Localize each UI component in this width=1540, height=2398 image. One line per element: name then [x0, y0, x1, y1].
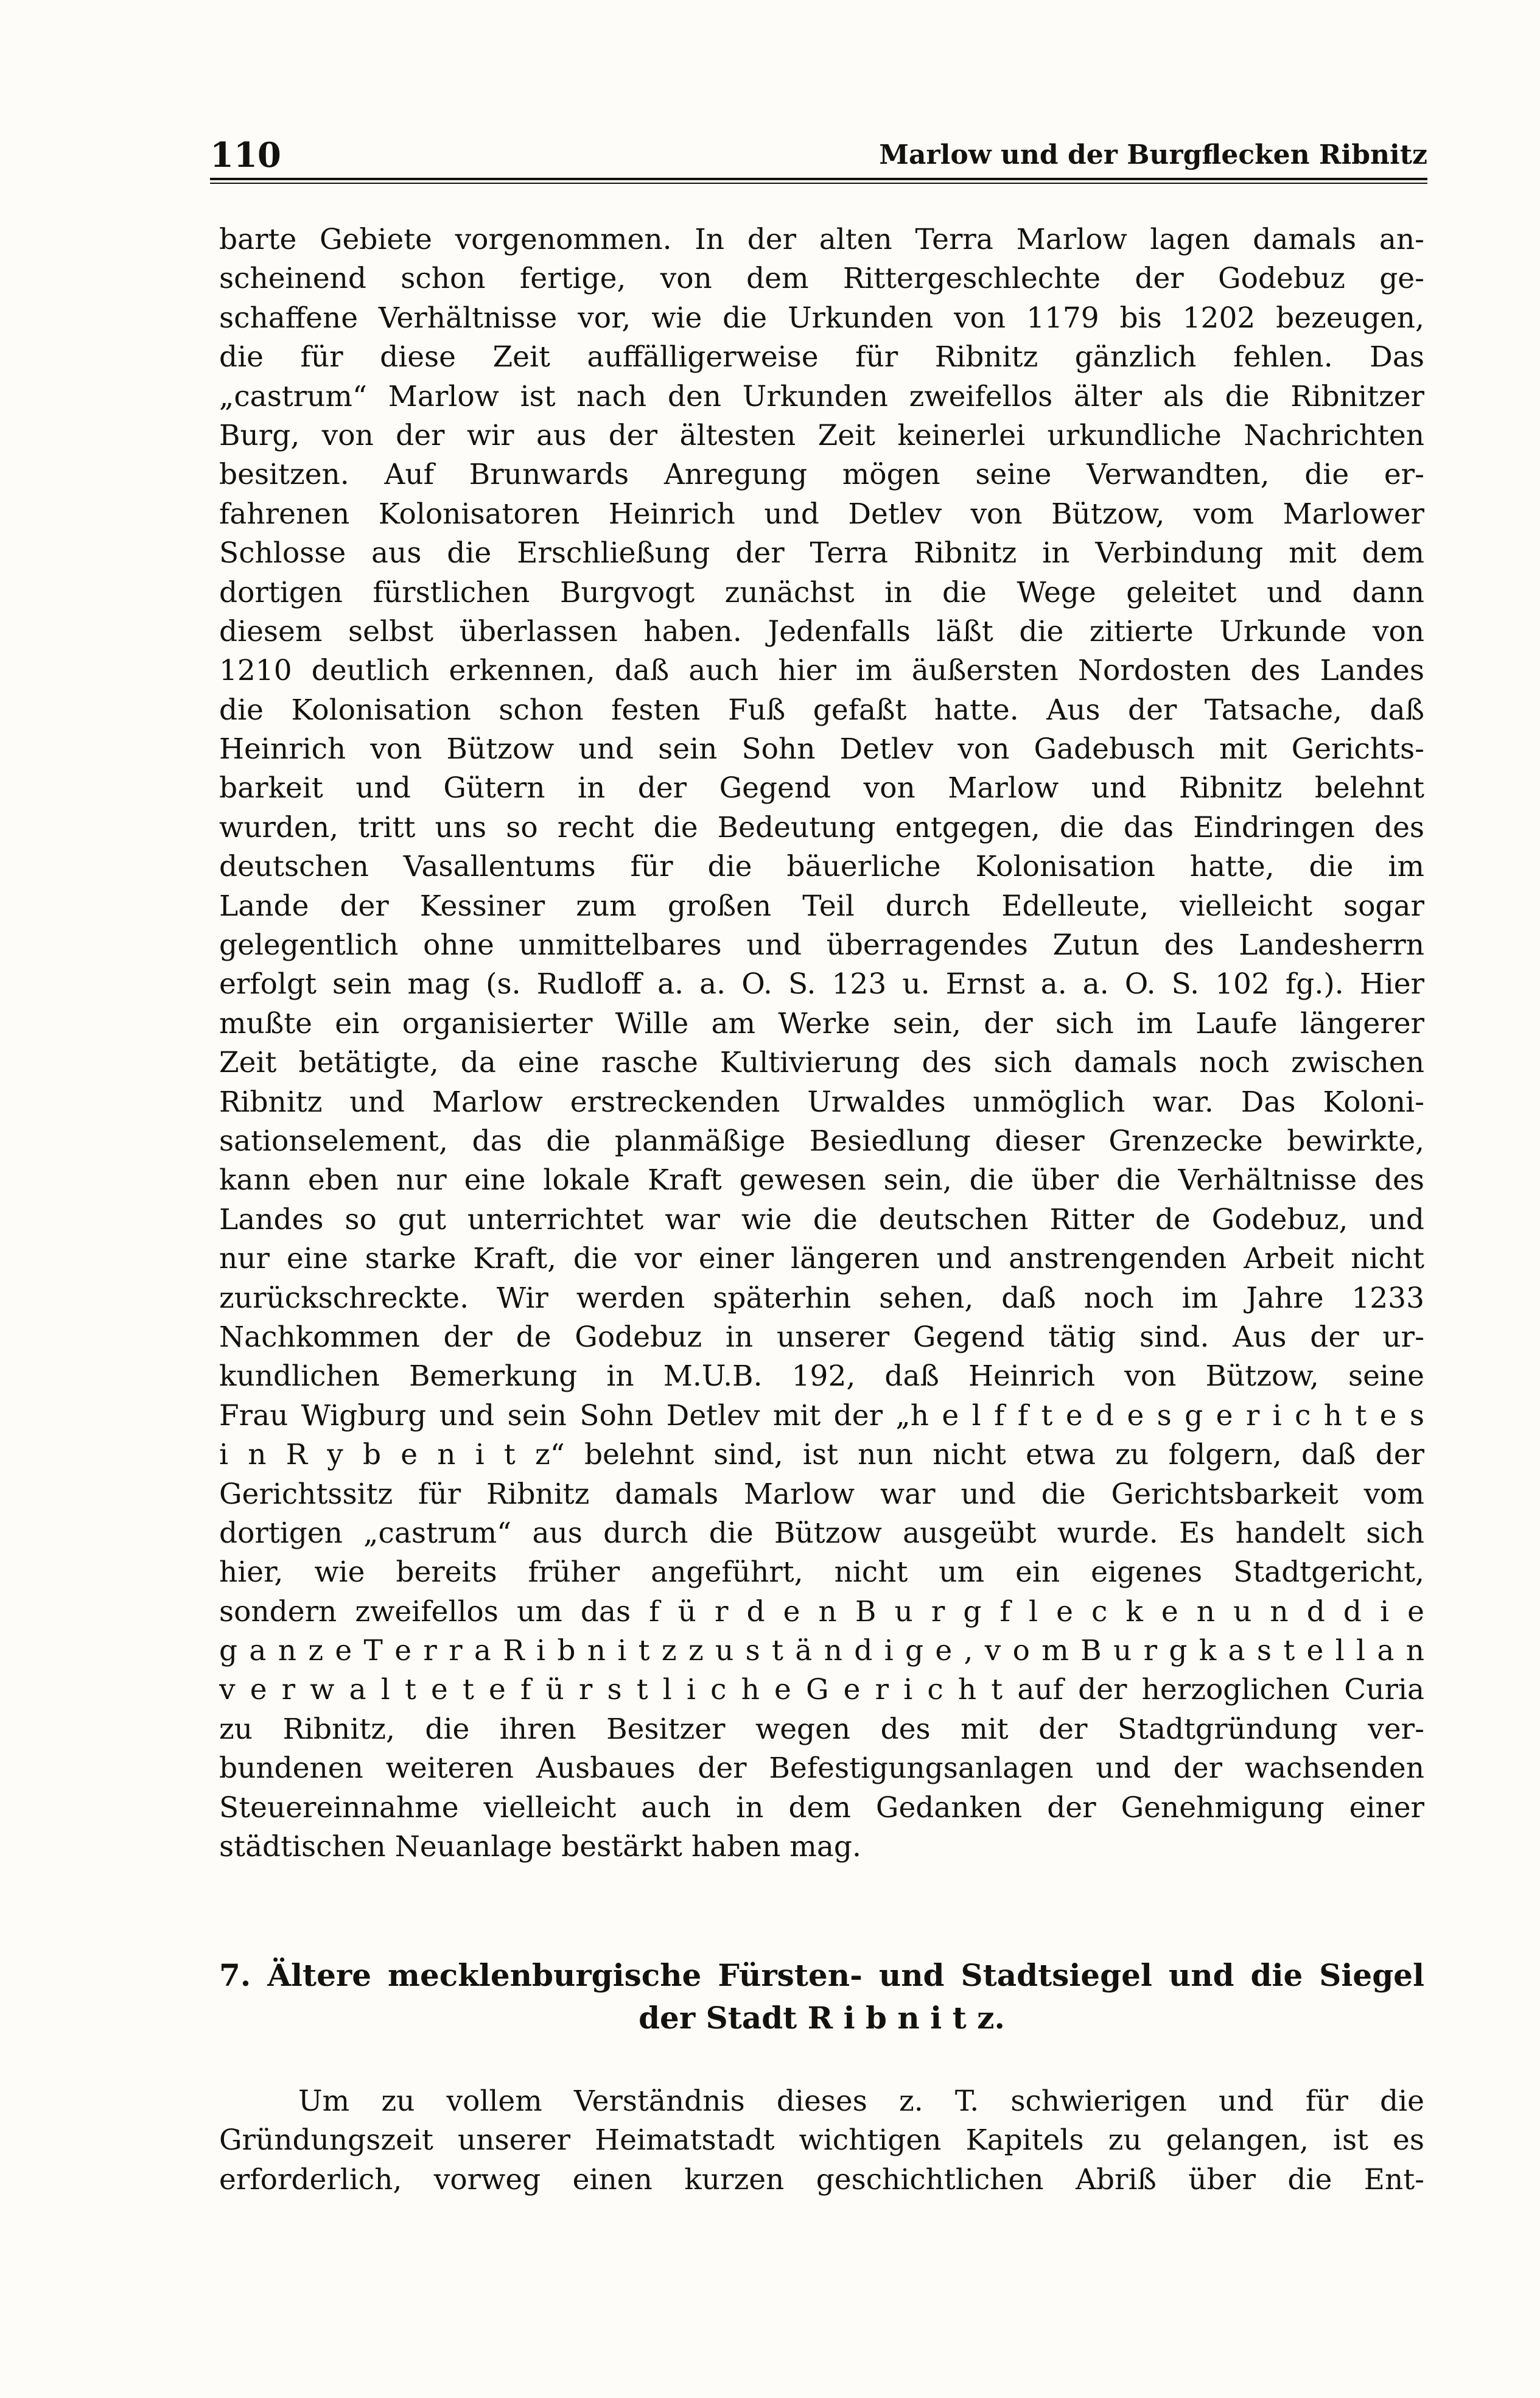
text-line: Ribnitz und Marlow erstreckenden Urwaldes unmöglich war. Das Koloni- [219, 1085, 1424, 1119]
text-line: i n R y b e n i t z“ belehnt sind, ist nun nicht etwa zu folgern, daß der [219, 1438, 1424, 1472]
text-line: dortigen fürstlichen Burgvogt zunächst in die Wege geleitet und dann [219, 575, 1424, 609]
text-line: „castrum“ Marlow ist nach den Urkunden zweifellos älter als die Ribnitzer [219, 379, 1424, 413]
text-line: kundlichen Bemerkung in M.U.B. 192, daß Heinrich von Bützow, seine [219, 1359, 1424, 1394]
text-line: städtischen Neuanlage bestärkt haben mag. [219, 1830, 861, 1864]
text-line: nur eine starke Kraft, die vor einer längeren und anstrengenden Arbeit nicht [219, 1242, 1424, 1276]
text-line: Schlosse aus die Erschließung der Terra Ribnitz in Verbindung mit dem [219, 536, 1424, 570]
text-line: erforderlich, vorweg einen kurzen geschichtlichen Abriß über die Ent- [219, 2162, 1424, 2196]
running-title: Marlow und der Burgflecken Ribnitz [879, 139, 1427, 170]
text-line: Heinrich von Bützow und sein Sohn Detlev von Gadebusch mit Gerichts- [219, 732, 1424, 766]
text-line: Steuereinnahme vielleicht auch in dem Gedanken der Genehmigung einer [219, 1790, 1424, 1825]
text-line: besitzen. Auf Brunwards Anregung mögen seine Verwandten, die er- [219, 458, 1424, 492]
text-line: barte Gebiete vorgenommen. In der alten Terra Marlow lagen damals an- [219, 223, 1424, 256]
section-heading-line: 7. Ältere mecklenburgische Fürsten- und Stadtsiegel und die Siegel [219, 1957, 1424, 1993]
page-header [210, 134, 1427, 177]
text-line: diesem selbst überlassen haben. Jedenfalls läßt die zitierte Urkunde von [219, 614, 1424, 648]
text-line: zurückschreckte. Wir werden späterhin sehen, daß noch im Jahre 1233 [219, 1281, 1424, 1315]
text-line: scheinend schon fertige, von dem Rittergeschlechte der Godebuz ge- [219, 262, 1424, 296]
text-line: sationselement, das die planmäßige Besiedlung dieser Grenzecke bewirkte, [219, 1124, 1424, 1158]
section-paragraph [219, 2082, 1424, 2200]
text-line: Nachkommen der de Godebuz in unserer Gegend tätig sind. Aus der ur- [219, 1320, 1424, 1354]
text-line: bundenen weiteren Ausbaues der Befestigungsanlagen und der wachsenden [219, 1751, 1424, 1786]
text-line: Zeit betätigte, da eine rasche Kultivierung des sich damals noch zwischen [219, 1046, 1424, 1080]
text-line: Gerichtssitz für Ribnitz damals Marlow war und die Gerichtsbarkeit vom [219, 1477, 1424, 1511]
text-line: v e r w a l t e t e f ü r s t l i c h e G e r i c h t auf der herzoglichen Curia [219, 1673, 1424, 1707]
text-line: Frau Wigburg und sein Sohn Detlev mit der „h e l f f t e d e s g e r i c h t e s [219, 1398, 1424, 1432]
text-line: schaffene Verhältnisse vor, wie die Urkunden von 1179 bis 1202 bezeugen, [219, 301, 1424, 335]
text-line: Um zu vollem Verständnis dieses z. T. schwierigen und für die [298, 2084, 1424, 2118]
text-line: mußte ein organisierter Wille am Werke sein, der sich im Laufe längerer [219, 1006, 1424, 1040]
text-line: gelegentlich ohne unmittelbares und überragendes Zutun des Landesherrn [219, 928, 1424, 962]
text-line: erfolgt sein mag (s. Rudloff a. a. O. S. 123 u. Ernst a. a. O. S. 102 fg.). Hier [219, 967, 1424, 1001]
header-double-rule [210, 178, 1427, 184]
text-line: sondern zweifellos um das f ü r d e n B u r g f l e c k e n u n d d i e [219, 1594, 1424, 1628]
text-line: fahrenen Kolonisatoren Heinrich und Detlev von Bützow, vom Marlower [219, 497, 1424, 531]
body-paragraph [219, 220, 1424, 1867]
text-line: kann eben nur eine lokale Kraft gewesen sein, die über die Verhältnisse des [219, 1163, 1424, 1197]
text-line: die Kolonisation schon festen Fuß gefaßt hatte. Aus der Tatsache, daß [219, 693, 1424, 727]
page-number: 110 [210, 135, 281, 175]
text-line: zu Ribnitz, die ihren Besitzer wegen des mit der Stadtgründung ver- [219, 1712, 1424, 1746]
text-line: Gründungszeit unserer Heimatstadt wichtigen Kapitels zu gelangen, ist es [219, 2123, 1424, 2158]
text-line: die für diese Zeit auffälligerweise für Ribnitz gänzlich fehlen. Das [219, 340, 1424, 374]
text-line: Burg, von der wir aus der ältesten Zeit keinerlei urkundliche Nachrichten [219, 418, 1424, 452]
text-line: 1210 deutlich erkennen, daß auch hier im äußersten Nordosten des Landes [219, 654, 1424, 688]
text-line: Lande der Kessiner zum großen Teil durch Edelleute, vielleicht sogar [219, 889, 1424, 923]
section-heading-line: der Stadt R i b n i t z. [639, 2000, 1005, 2036]
text-line: deutschen Vasallentums für die bäuerliche Kolonisation hatte, die im [219, 850, 1424, 884]
text-line: barkeit und Gütern in der Gegend von Marlow und Ribnitz belehnt [219, 771, 1424, 805]
text-line: hier, wie bereits früher angeführt, nicht um ein eigenes Stadtgericht, [219, 1555, 1424, 1590]
section-heading [219, 1954, 1424, 2039]
text-line: Landes so gut unterrichtet war wie die deutschen Ritter de Godebuz, und [219, 1202, 1424, 1236]
text-line: wurden, tritt uns so recht die Bedeutung entgegen, die das Eindringen des [219, 810, 1424, 844]
text-line: g a n z e T e r r a R i b n i t z z u s t ä n d i g e , v o m B u r g k a s t e l l a n [219, 1634, 1424, 1668]
text-line: dortigen „castrum“ aus durch die Bützow ausgeübt wurde. Es handelt sich [219, 1516, 1424, 1550]
